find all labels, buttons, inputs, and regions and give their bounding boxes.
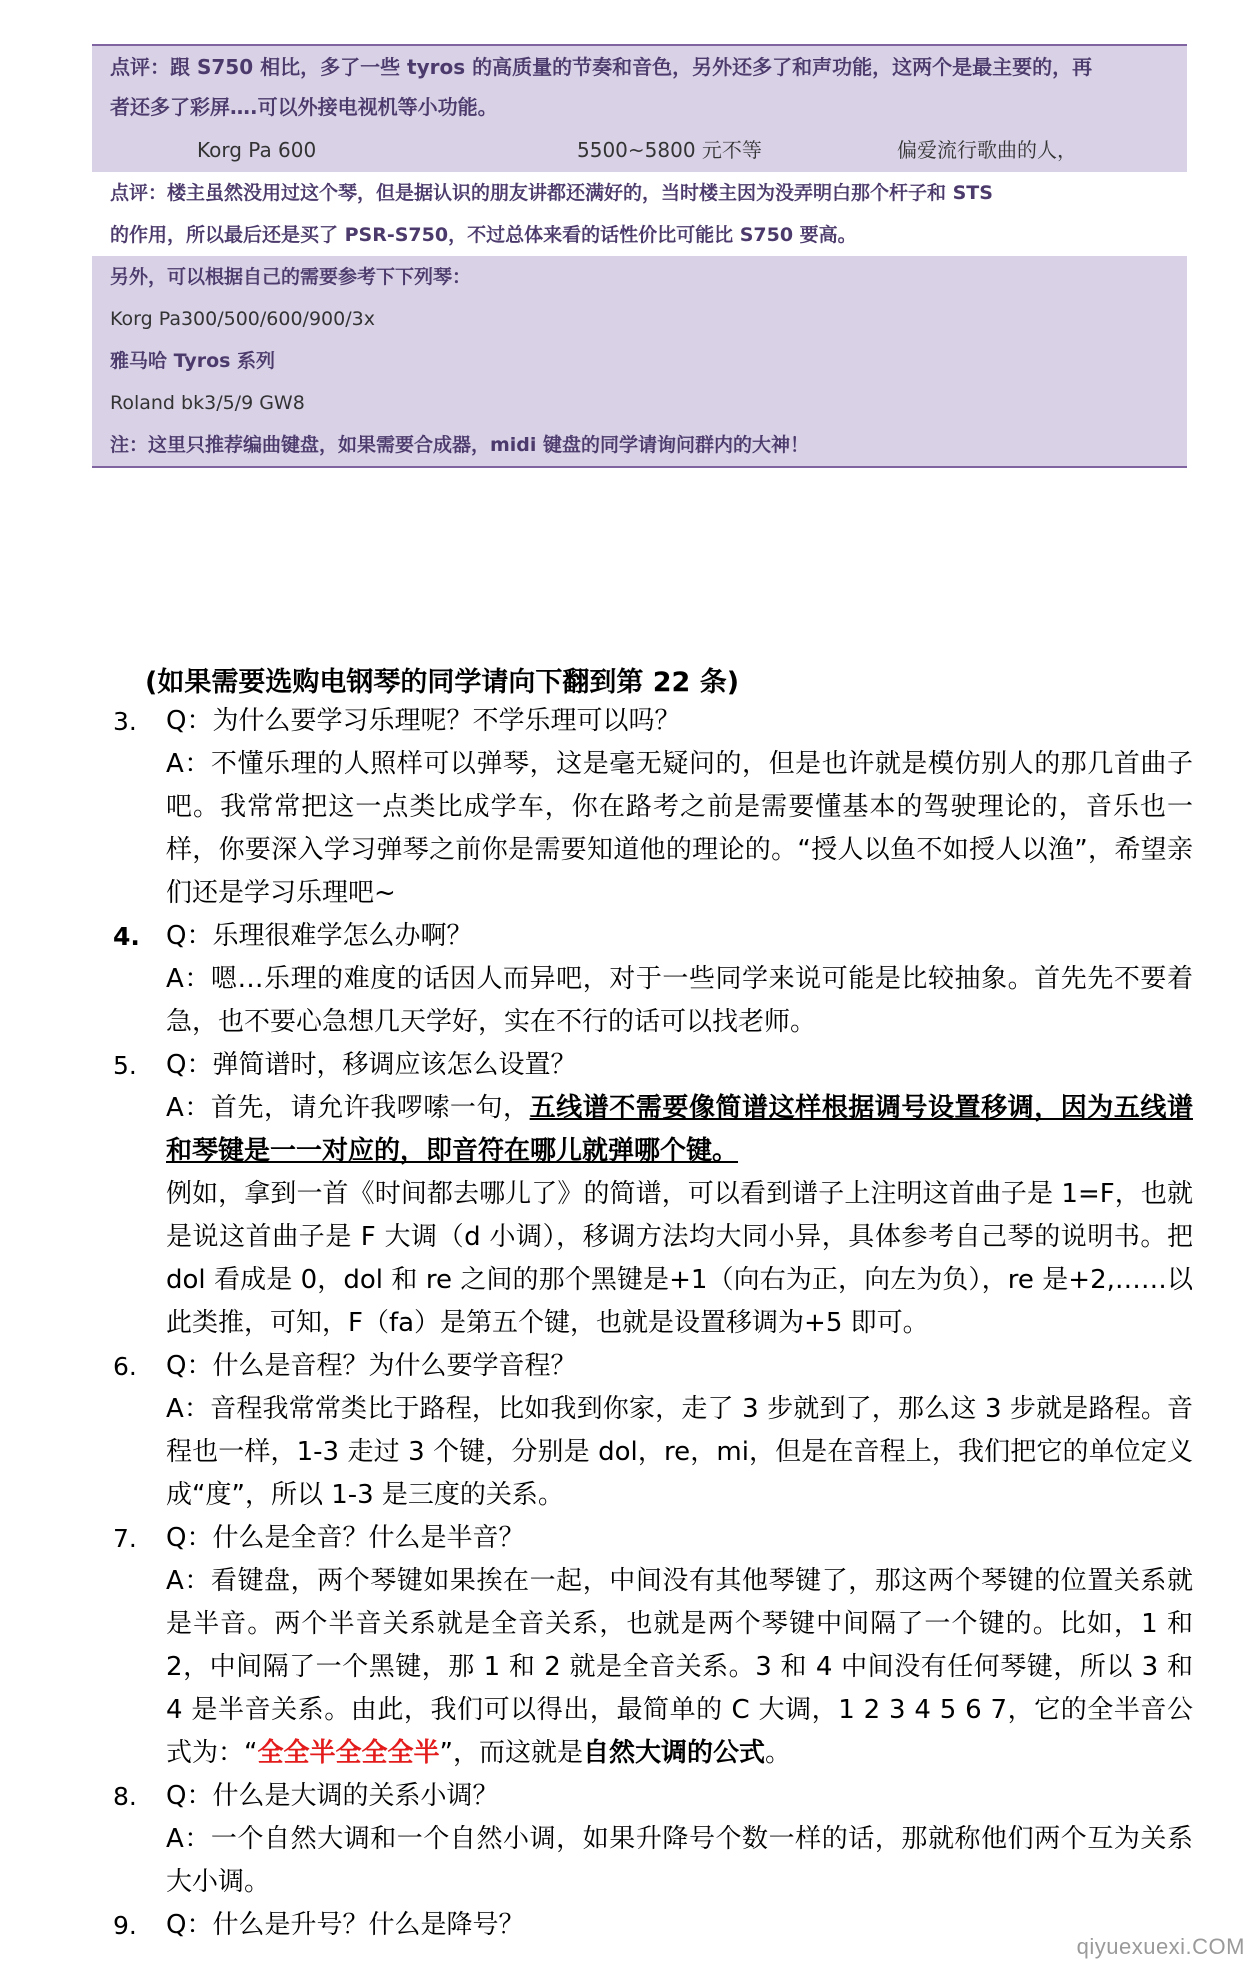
faq-item-8 bbox=[113, 1775, 1193, 1904]
item-number: 5. bbox=[113, 1051, 137, 1080]
item-number: 3. bbox=[113, 707, 137, 736]
item-number: 4. bbox=[113, 922, 140, 951]
item-number: 7. bbox=[113, 1524, 137, 1553]
table-note: 注：这里只推荐编曲键盘，如果需要合成器，midi 键盘的同学请询问群内的大神！ bbox=[110, 434, 810, 456]
answer-bold: 自然大调的公式 bbox=[582, 1738, 765, 1768]
cell-price: 5500~5800 元不等 bbox=[577, 138, 762, 162]
item-number: 6. bbox=[113, 1352, 137, 1381]
answer: A：不懂乐理的人照样可以弹琴，这是毫无疑问的，但是也许就是模仿别人的那几首曲子吧。我常常把这一点类比成学车，你在路考之前是需要懂基本的驾驶理论的，音乐也一样，你要深入学习弹琴之前你是需要知道他的理论的。“授人以鱼不如授人以渔”，希望亲们还是学习乐理吧~ bbox=[166, 749, 1193, 908]
item-number: 8. bbox=[113, 1782, 137, 1811]
extra-yamaha: 雅马哈 Tyros 系列 bbox=[110, 350, 276, 372]
faq-item-5 bbox=[113, 1044, 1193, 1345]
faq-list bbox=[113, 700, 1193, 1947]
answer-example: 例如，拿到一首《时间都去哪儿了》的简谱，可以看到谱子上注明这首曲子是 1=F，也就是说这首曲子是 F 大调（d 小调），移调方法均大同小异，具体参考自己琴的说明书。把 dol 看成是 0，dol 和 re 之间的那个黑键是+1（向右为正，向左为负），re 是+2,……以此类推，可知，F（fa）是第五个键，也就是设置移调为+5 即可。 bbox=[166, 1179, 1193, 1338]
cell-model: Korg Pa 600 bbox=[197, 138, 317, 162]
extra-intro: 另外，可以根据自己的需要参考下下列琴： bbox=[110, 266, 472, 288]
comment-text: 点评：跟 S750 相比，多了一些 tyros 的高质量的节奏和音色，另外还多了和声功能，这两个是最主要的，再 bbox=[110, 55, 1093, 79]
question: Q：什么是大调的关系小调？ bbox=[166, 1781, 499, 1811]
question: Q：什么是全音？什么是半音？ bbox=[166, 1523, 525, 1553]
watermark: qiyuexuexi.COM bbox=[1076, 1934, 1245, 1959]
purchase-notice: (如果需要选购电钢琴的同学请向下翻到第 22 条) bbox=[145, 667, 740, 698]
faq-item-4 bbox=[113, 915, 1193, 1044]
answer bbox=[166, 1087, 1193, 1173]
faq-item-6 bbox=[113, 1345, 1193, 1517]
answer-lead: A：首先，请允许我啰嗦一句， bbox=[166, 1093, 530, 1123]
question: Q：什么是升号？什么是降号？ bbox=[166, 1910, 525, 1940]
answer-lead: A：看键盘，两个琴键如果挨在一起，中间没有其他琴键了，那这两个琴键的位置关系就是半音。两个半音关系就是全音关系，也就是两个琴键中间隔了一个键的。比如，1 和 2，中间隔了一个黑键，那 1 和 2 就是全音关系。3 和 4 中间没有任何琴键，所以 3 和 4 是半音关系。由此，我们可以得出，最简单的 C 大调，1 2 3 4 5 6 7，它的全半音公式为：“ bbox=[166, 1566, 1193, 1768]
answer-emphasis: 五线谱不需要像简谱这样根据调号设置移调，因为五线谱和琴键是一一对应的，即音符在哪儿就弹哪个键。 bbox=[166, 1093, 1193, 1166]
answer: A：嗯…乐理的难度的话因人而异吧，对于一些同学来说可能是比较抽象。首先先不要着急，也不要心急想几天学好，实在不行的话可以找老师。 bbox=[166, 964, 1193, 1037]
cell-target: 偏爱流行歌曲的人， bbox=[897, 138, 1077, 162]
comment-text: 者还多了彩屏….可以外接电视机等小功能。 bbox=[110, 95, 498, 119]
comment-text: 点评：楼主虽然没用过这个琴，但是据认识的朋友讲都还满好的，当时楼主因为没弄明白那个杆子和 STS bbox=[110, 182, 993, 204]
question: Q：乐理很难学怎么办啊？ bbox=[166, 921, 473, 951]
comment-row-s750 bbox=[92, 46, 1187, 88]
table-row-korg-pa600 bbox=[92, 128, 1187, 172]
question: Q：弹简谱时，移调应该怎么设置？ bbox=[166, 1050, 577, 1080]
comment-row-pa600 bbox=[92, 172, 1187, 256]
answer bbox=[166, 1560, 1193, 1775]
answer: A：一个自然大调和一个自然小调，如果升降号个数一样的话，那就称他们两个互为关系大小调。 bbox=[166, 1824, 1193, 1897]
question: Q：什么是音程？为什么要学音程？ bbox=[166, 1351, 577, 1381]
answer-mid: ”，而这就是 bbox=[439, 1738, 583, 1768]
question: Q：为什么要学习乐理呢？不学乐理可以吗？ bbox=[166, 706, 681, 736]
faq-item-3 bbox=[113, 700, 1193, 915]
recommendation-table bbox=[92, 44, 1187, 468]
answer-end: 。 bbox=[765, 1738, 792, 1768]
comment-row-s750-cont bbox=[92, 86, 1187, 128]
item-number: 9. bbox=[113, 1911, 137, 1940]
faq-item-7 bbox=[113, 1517, 1193, 1775]
extra-recommendations bbox=[92, 256, 1187, 466]
extra-korg: Korg Pa300/500/600/900/3x bbox=[110, 308, 375, 330]
faq-item-9 bbox=[113, 1904, 1193, 1947]
answer-formula: 全全半全全全半 bbox=[257, 1738, 440, 1768]
answer: A：音程我常常类比于路程，比如我到你家，走了 3 步就到了，那么这 3 步就是路程。音程也一样，1-3 走过 3 个键，分别是 dol，re，mi，但是在音程上，我们把它的单位定义成“度”，所以 1-3 是三度的关系。 bbox=[166, 1394, 1193, 1510]
extra-roland: Roland bk3/5/9 GW8 bbox=[110, 392, 305, 414]
comment-text: 的作用，所以最后还是买了 PSR-S750，不过总体来看的话性价比可能比 S750 要高。 bbox=[110, 224, 857, 246]
